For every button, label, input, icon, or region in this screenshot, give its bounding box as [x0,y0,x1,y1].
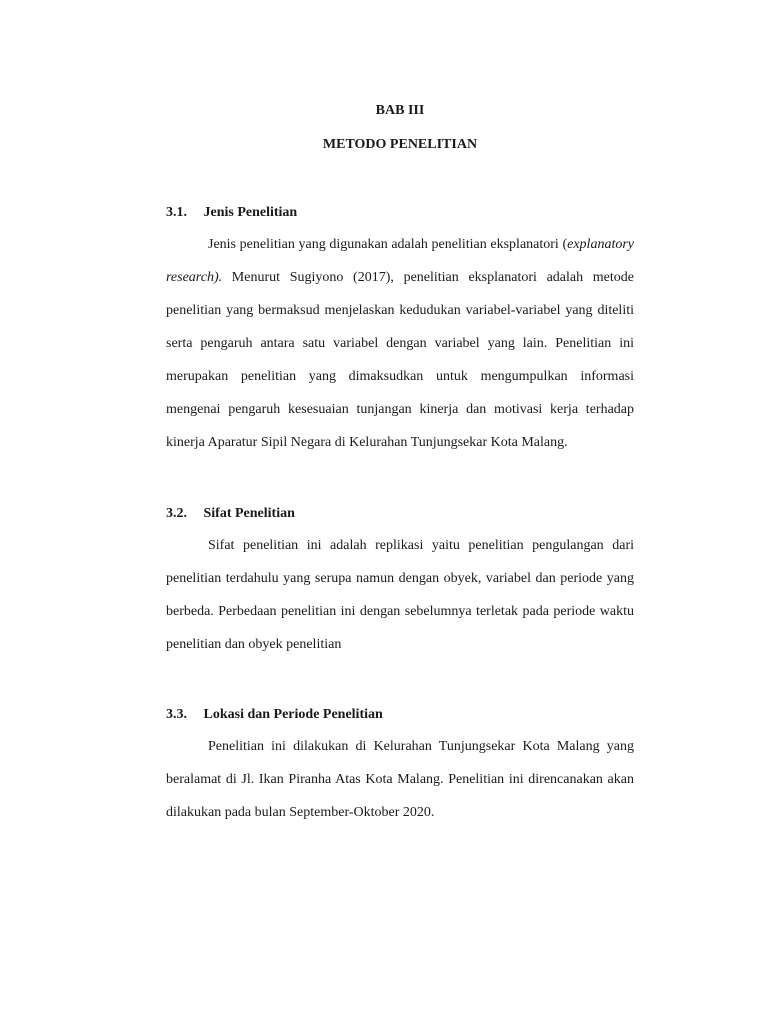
section-title: Sifat Penelitian [203,506,295,521]
paragraph-line: merupakan penelitian yang dimaksudkan untuk mengumpulkan informasi [166,369,634,384]
section-paragraph-3-1 [166,235,634,466]
section-heading-3-1 [166,204,297,222]
section-paragraph-3-2 [166,536,634,668]
paragraph-line: dilakukan pada bulan September-Oktober 2020. [166,805,435,820]
section-heading-3-3 [166,706,383,724]
paragraph-line: Sifat penelitian ini adalah replikasi yaitu penelitian pengulangan dari [208,538,634,553]
paragraph-line: research). Menurut Sugiyono (2017), penelitian eksplanatori adalah metode [166,270,634,285]
paragraph-line: serta pengaruh antara satu variabel dengan variabel yang lain. Penelitian ini [166,336,634,351]
paragraph-line: Penelitian ini dilakukan di Kelurahan Tunjungsekar Kota Malang yang [208,739,634,754]
paragraph-line: mengenai pengaruh kesesuaian tunjangan kinerja dan motivasi kerja terhadap [166,402,634,417]
paragraph-line: Jenis penelitian yang digunakan adalah penelitian eksplanatori (explanatory [208,237,634,252]
section-title: Lokasi dan Periode Penelitian [203,707,383,722]
section-number: 3.2. [166,506,187,521]
section-title: Jenis Penelitian [203,205,298,220]
paragraph-line: penelitian yang bermaksud menjelaskan kedudukan variabel-variabel yang diteliti [166,303,634,318]
section-heading-3-2 [166,505,295,523]
section-number: 3.1. [166,205,187,220]
chapter-title: METODO PENELITIAN [322,137,478,152]
paragraph-line: beralamat di Jl. Ikan Piranha Atas Kota Malang. Penelitian ini direncanakan akan [166,772,634,787]
section-number: 3.3. [166,707,187,722]
paragraph-line: kinerja Aparatur Sipil Negara di Kelurahan Tunjungsekar Kota Malang. [166,435,568,450]
chapter-label: BAB III [375,103,425,118]
paragraph-line: penelitian dan obyek penelitian [166,637,342,652]
paragraph-line: berbeda. Perbedaan penelitian ini dengan sebelumnya terletak pada periode waktu [166,604,634,619]
paragraph-line: penelitian terdahulu yang serupa namun dengan obyek, variabel dan periode yang [166,571,634,586]
section-paragraph-3-3 [166,737,634,836]
